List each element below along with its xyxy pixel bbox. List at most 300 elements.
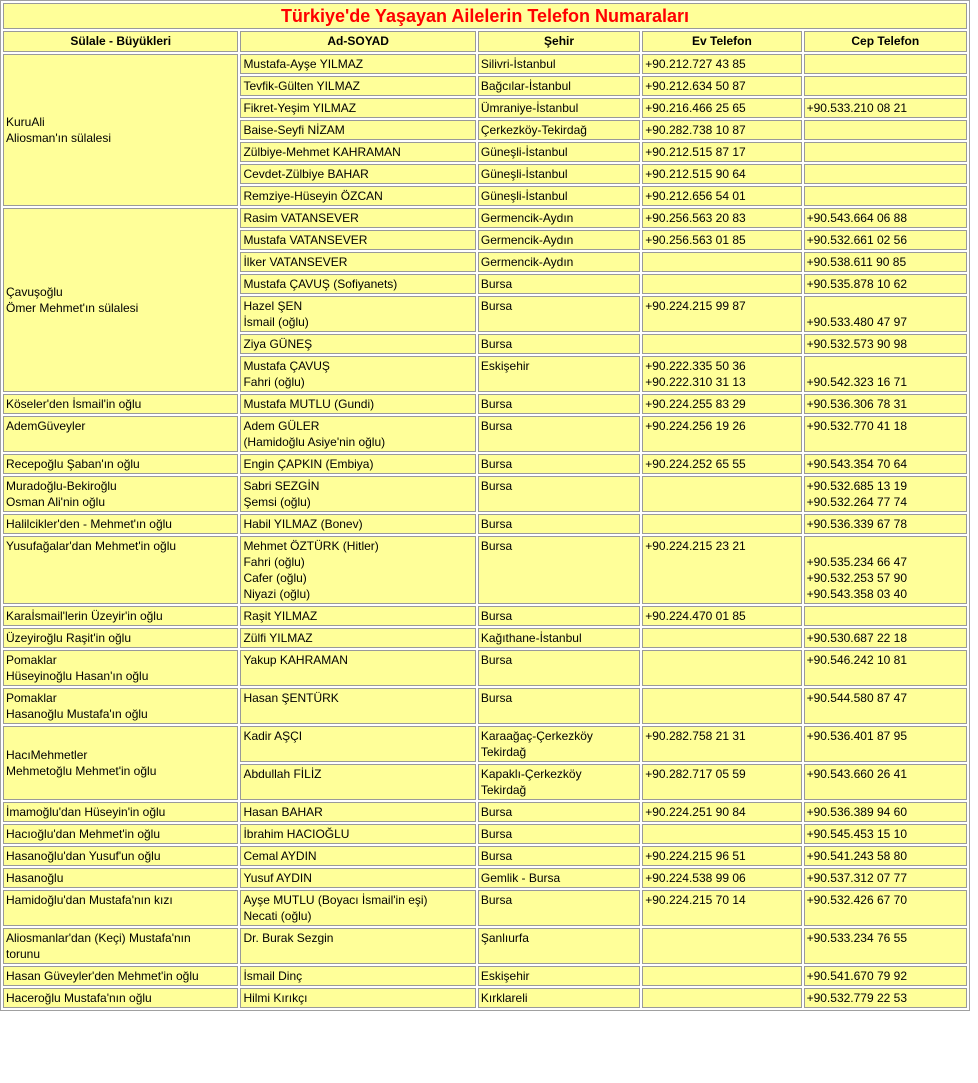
person-name [243,946,472,962]
name-cell [240,606,475,626]
mobile-phone: +90.533.210 08 21 [806,101,908,115]
lineage-cell [3,476,238,512]
lineage-cell [3,928,238,964]
city-text: Ümraniye-İstanbul [480,101,579,115]
name-cell [240,416,475,452]
home-phone [645,516,798,532]
person-name: Necati (oğlu) [243,909,312,923]
city-text: Silivri-İstanbul [480,57,556,71]
mobile-phone [807,166,964,182]
city-text [481,586,637,602]
city-cell [478,274,640,294]
person-name: Mustafa MUTLU (Gundi) [243,397,375,411]
name-cell [240,928,475,964]
city-text: Şanlıurfa [480,931,529,945]
name-cell [240,296,475,332]
city-text [481,494,637,510]
city-cell [478,296,640,332]
lineage-text: Hasanoğlu [6,871,64,885]
lineage-text: HacıMehmetler [6,748,88,762]
person-name: Fahri (oğlu) [243,555,305,569]
mobile-phone [807,56,964,72]
home-phone: +90.224.215 99 87 [645,299,746,313]
home-phone: +90.212.656 54 01 [645,189,746,203]
home-phone-cell [642,394,801,414]
table-row [3,208,967,228]
name-cell [240,208,475,228]
name-cell [240,274,475,294]
home-phone: +90.222.335 50 36 [645,359,746,373]
person-name: Rasim VATANSEVER [243,211,359,225]
lineage-text: Aliosmanlar'dan (Keçi) Mustafa'nın [6,931,191,945]
mobile-phone-cell [804,394,967,414]
mobile-phone-cell [804,650,967,686]
person-name: Cemal AYDIN [243,849,317,863]
mobile-phone [807,358,964,374]
mobile-phone: +90.536.389 94 60 [806,805,908,819]
city-text: Bursa [480,539,513,553]
city-text: Tekirdağ [480,783,527,797]
name-cell [240,514,475,534]
home-phone-cell [642,76,801,96]
city-cell [478,650,640,686]
city-cell [478,628,640,648]
city-cell [478,846,640,866]
name-cell [240,76,475,96]
mobile-phone [807,668,964,684]
home-phone-cell [642,606,801,626]
city-cell [478,120,640,140]
mobile-phone: +90.532.264 77 74 [806,495,908,509]
home-phone: +90.224.215 70 14 [645,893,746,907]
mobile-phone-cell [804,928,967,964]
lineage-cell [3,846,238,866]
mobile-phone [807,908,964,924]
mobile-phone-cell [804,988,967,1008]
name-cell [240,988,475,1008]
lineage-cell [3,890,238,926]
city-cell [478,54,640,74]
home-phone [645,494,798,510]
name-cell [240,476,475,512]
mobile-phone-cell [804,274,967,294]
table-row [3,868,967,888]
name-cell [240,824,475,844]
lineage-text: Aliosman'ın sülalesi [6,131,112,145]
table-row [3,966,967,986]
mobile-phone: +90.532.661 02 56 [806,233,908,247]
mobile-phone: +90.541.670 79 92 [806,969,908,983]
home-phone: +90.224.538 99 06 [645,871,746,885]
home-phone-cell [642,688,801,724]
mobile-phone [807,298,964,314]
city-text: Bursa [480,337,513,351]
name-cell [240,846,475,866]
home-phone: +90.256.563 01 85 [645,233,746,247]
city-text: Eskişehir [480,969,530,983]
home-phone-cell [642,356,801,392]
home-phone [645,706,798,722]
city-text: Bursa [480,849,513,863]
home-phone-cell [642,846,801,866]
mobile-phone: +90.532.685 13 19 [806,479,908,493]
home-phone [645,652,798,668]
lineage-cell [3,536,238,604]
city-text [481,570,637,586]
home-phone [645,990,798,1006]
lineage-cell [3,454,238,474]
home-phone [645,782,798,798]
mobile-phone-cell [804,296,967,332]
city-text [481,374,637,390]
city-text [481,314,637,330]
home-phone-cell [642,98,801,118]
name-cell [240,966,475,986]
mobile-phone: +90.541.243 58 80 [806,849,908,863]
person-name: Abdullah FİLİZ [243,767,322,781]
home-phone-cell [642,252,801,272]
city-cell [478,98,640,118]
mobile-phone-cell [804,120,967,140]
mobile-phone: +90.536.306 78 31 [806,397,908,411]
city-cell [478,688,640,724]
mobile-phone: +90.538.611 90 85 [806,255,907,269]
home-phone-cell [642,628,801,648]
table-row [3,890,967,926]
home-phone-cell [642,868,801,888]
mobile-phone: +90.532.253 57 90 [806,571,908,585]
home-phone-cell [642,824,801,844]
home-phone: +90.282.758 21 31 [645,729,746,743]
mobile-phone-cell [804,606,967,626]
name-cell [240,802,475,822]
home-phone [645,668,798,684]
home-phone [645,434,798,450]
city-text: Bursa [480,691,513,705]
city-text [481,668,637,684]
city-cell [478,966,640,986]
lineage-text: Haceroğlu Mustafa'nın oğlu [6,991,152,1005]
home-phone [645,570,798,586]
table-row [3,988,967,1008]
person-name: Dr. Burak Sezgin [243,931,334,945]
home-phone-cell [642,416,801,452]
name-cell [240,688,475,724]
home-phone [645,930,798,946]
table-row [3,394,967,414]
person-name: Hasan ŞENTÜRK [243,691,339,705]
name-cell [240,164,475,184]
lineage-cell [3,726,238,800]
city-text: Bursa [480,397,513,411]
name-cell [240,650,475,686]
lineage-text: Köseler'den İsmail'in oğlu [6,397,142,411]
table-row [3,536,967,604]
home-phone-cell [642,802,801,822]
home-phone [645,690,798,706]
person-name: Ayşe MUTLU (Boyacı İsmail'in eşi) [243,893,428,907]
name-cell [240,120,475,140]
home-phone-cell [642,536,801,604]
mobile-phone [807,744,964,760]
lineage-cell [3,54,238,206]
name-cell [240,334,475,354]
city-text: Bursa [480,517,513,531]
city-cell [478,454,640,474]
home-phone [645,744,798,760]
lineage-text: AdemGüveyler [6,419,86,433]
mobile-phone-cell [804,764,967,800]
mobile-phone: +90.532.770 41 18 [806,419,908,433]
mobile-phone-cell [804,536,967,604]
person-name [243,782,472,798]
home-phone: +90.224.251 90 84 [645,805,746,819]
mobile-phone-cell [804,868,967,888]
mobile-phone-cell [804,966,967,986]
mobile-phone: +90.543.358 03 40 [806,587,908,601]
person-name: Hazel ŞEN [243,299,303,313]
lineage-text: Hamidoğlu'dan Mustafa'nın kızı [6,893,173,907]
city-cell [478,394,640,414]
person-name: Hasan BAHAR [243,805,323,819]
city-cell [478,536,640,604]
mobile-phone: +90.544.580 87 47 [806,691,908,705]
name-cell [240,454,475,474]
city-text: Bursa [480,457,513,471]
lineage-text: Ömer Mehmet'ın sülalesi [6,301,139,315]
header-home-phone: Ev Telefon [642,31,801,52]
home-phone-cell [642,454,801,474]
mobile-phone: +90.532.426 67 70 [806,893,908,907]
mobile-phone-cell [804,416,967,452]
mobile-phone-cell [804,688,967,724]
person-name: Fikret-Yeşim YILMAZ [243,101,357,115]
home-phone-cell [642,928,801,964]
home-phone: +90.224.215 96 51 [645,849,746,863]
city-text: Kırklareli [480,991,528,1005]
lineage-text: torunu [6,947,41,961]
home-phone-cell [642,476,801,512]
mobile-phone: +90.546.242 10 81 [806,653,908,667]
city-text: Bursa [480,653,513,667]
mobile-phone-cell [804,802,967,822]
header-name: Ad-SOYAD [240,31,475,52]
city-text: Güneşli-İstanbul [480,167,568,181]
mobile-phone: +90.533.234 76 55 [806,931,908,945]
city-cell [478,334,640,354]
mobile-phone-cell [804,252,967,272]
person-name: Mustafa VATANSEVER [243,233,368,247]
mobile-phone-cell [804,846,967,866]
name-cell [240,726,475,762]
person-name: Cevdet-Zülbiye BAHAR [243,167,369,181]
home-phone: +90.224.255 83 29 [645,397,746,411]
city-text [481,908,637,924]
home-phone [645,554,798,570]
city-text: Germencik-Aydın [480,233,574,247]
lineage-cell [3,688,238,724]
person-name: İlker VATANSEVER [243,255,348,269]
home-phone [645,478,798,494]
home-phone: +90.282.717 05 59 [645,767,746,781]
person-name: Kadir AŞÇI [243,729,303,743]
mobile-phone: +90.533.480 47 97 [806,315,908,329]
lineage-text: Mehmetoğlu Mehmet'in oğlu [6,764,157,778]
home-phone: +90.212.515 90 64 [645,167,746,181]
city-text: Güneşli-İstanbul [480,189,568,203]
home-phone-cell [642,726,801,762]
city-text: Bursa [480,419,513,433]
mobile-phone-cell [804,356,967,392]
city-cell [478,356,640,392]
person-name: Remziye-Hüseyin ÖZCAN [243,189,383,203]
city-cell [478,890,640,926]
table-row [3,606,967,626]
home-phone-cell [642,142,801,162]
mobile-phone: +90.542.323 16 71 [806,375,908,389]
city-text: Tekirdağ [480,745,527,759]
phone-table [1,1,969,1010]
lineage-cell [3,628,238,648]
lineage-cell [3,868,238,888]
page-title: Türkiye'de Yaşayan Ailelerin Telefon Numaraları [3,3,967,29]
city-cell [478,514,640,534]
mobile-phone [807,78,964,94]
person-name: Zülfi YILMAZ [243,631,313,645]
mobile-phone: +90.536.401 87 95 [806,729,908,743]
city-text: Bursa [480,893,513,907]
city-text: Bursa [480,609,513,623]
city-cell [478,252,640,272]
city-text: Karaağaç-Çerkezköy [480,729,593,743]
mobile-phone: +90.543.660 26 41 [806,767,908,781]
table-row [3,688,967,724]
name-cell [240,98,475,118]
table-row [3,416,967,452]
name-cell [240,142,475,162]
person-name: (Hamidoğlu Asiye'nin oğlu) [243,435,386,449]
lineage-text: Çavuşoğlu [6,285,63,299]
table-row [3,454,967,474]
city-text [481,554,637,570]
table-row [3,802,967,822]
person-name: Hilmi Kırıkçı [243,991,308,1005]
home-phone: +90.212.727 43 85 [645,57,746,71]
home-phone-cell [642,514,801,534]
mobile-phone-cell [804,208,967,228]
lineage-text: Pomaklar [6,691,57,705]
person-name: Niyazi (oğlu) [243,587,311,601]
person-name: İbrahim HACIOĞLU [243,827,350,841]
person-name: Habil YILMAZ (Bonev) [243,517,363,531]
city-text: Bursa [480,827,513,841]
home-phone-cell [642,764,801,800]
city-cell [478,416,640,452]
mobile-phone [807,706,964,722]
home-phone: +90.256.563 20 83 [645,211,746,225]
mobile-phone [807,782,964,798]
lineage-text: İmamoğlu'dan Hüseyin'in oğlu [6,805,166,819]
mobile-phone-cell [804,726,967,762]
lineage-text: Yusufağalar'dan Mehmet'in oğlu [6,539,177,553]
mobile-phone: +90.536.339 67 78 [806,517,908,531]
home-phone [645,586,798,602]
header-row [3,31,967,52]
home-phone-cell [642,54,801,74]
home-phone: +90.282.738 10 87 [645,123,746,137]
mobile-phone [807,122,964,138]
home-phone-cell [642,988,801,1008]
city-cell [478,802,640,822]
name-cell [240,536,475,604]
person-name: Mustafa ÇAVUŞ [243,359,330,373]
lineage-cell [3,514,238,534]
home-phone-cell [642,120,801,140]
person-name: Yakup KAHRAMAN [243,653,348,667]
home-phone: +90.224.470 01 85 [645,609,746,623]
person-name: Sabri SEZGİN [243,479,320,493]
lineage-cell [3,650,238,686]
table-row [3,824,967,844]
mobile-phone-cell [804,76,967,96]
person-name: Yusuf AYDIN [243,871,312,885]
table-row [3,928,967,964]
table-row [3,514,967,534]
lineage-text: Pomaklar [6,653,57,667]
home-phone [645,314,798,330]
lineage-cell [3,394,238,414]
mobile-phone: +90.543.664 06 88 [806,211,908,225]
person-name: Mustafa ÇAVUŞ (Sofiyanets) [243,277,398,291]
city-text: Germencik-Aydın [480,211,574,225]
header-city: Şehir [478,31,640,52]
city-cell [478,988,640,1008]
person-name: Adem GÜLER [243,419,320,433]
lineage-text: Osman Ali'nin oğlu [6,495,106,509]
person-name: Fahri (oğlu) [243,375,305,389]
lineage-text: Halilcikler'den - Mehmet'ın oğlu [6,517,172,531]
lineage-cell [3,824,238,844]
mobile-phone-cell [804,142,967,162]
home-phone: +90.216.466 25 65 [645,101,746,115]
home-phone [645,946,798,962]
lineage-cell [3,802,238,822]
person-name: Mehmet ÖZTÜRK (Hitler) [243,539,379,553]
mobile-phone-cell [804,476,967,512]
lineage-cell [3,416,238,452]
lineage-text: Recepoğlu Şaban'ın oğlu [6,457,140,471]
lineage-text: Hasanoğlu'dan Yusuf'un oğlu [6,849,161,863]
city-text: Bursa [480,277,513,291]
mobile-phone: +90.543.354 70 64 [806,457,908,471]
home-phone: +90.224.256 19 26 [645,419,746,433]
home-phone-cell [642,334,801,354]
city-cell [478,726,640,762]
title-row [3,3,967,29]
city-cell [478,208,640,228]
mobile-phone: +90.532.573 90 98 [806,337,908,351]
mobile-phone [807,144,964,160]
table-row [3,476,967,512]
home-phone-cell [642,966,801,986]
mobile-phone [807,434,964,450]
city-text: Bursa [480,805,513,819]
city-cell [478,928,640,964]
table-row [3,628,967,648]
home-phone: +90.222.310 31 13 [645,375,746,389]
home-phone: +90.212.515 87 17 [645,145,746,159]
person-name [243,706,472,722]
